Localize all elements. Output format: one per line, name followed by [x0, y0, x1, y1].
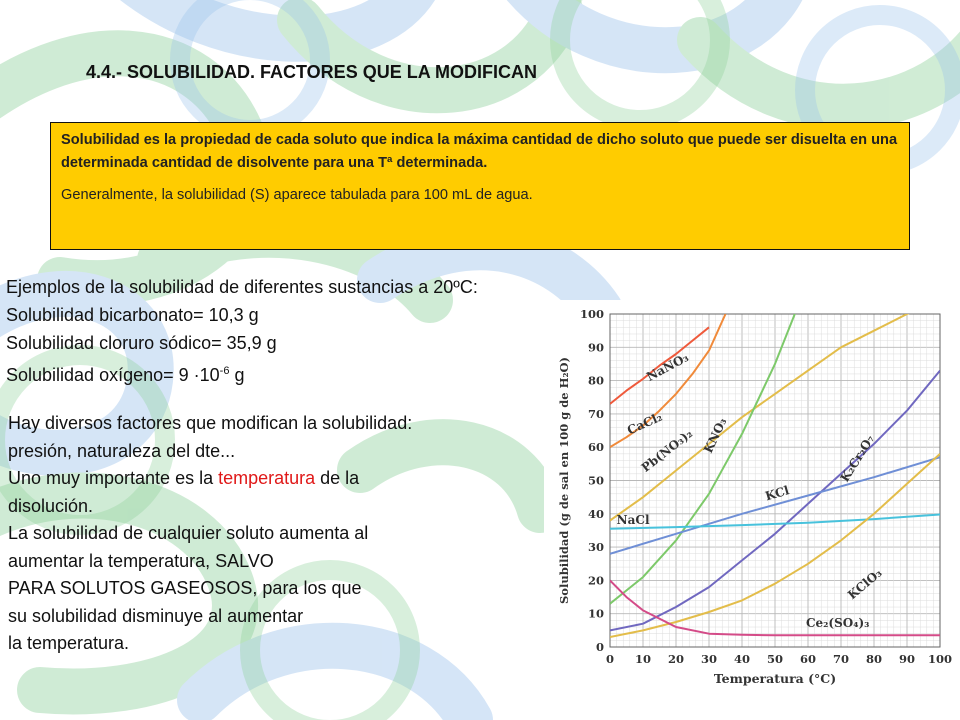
x-tick-label: 100 — [927, 652, 953, 666]
factors-line-1: Hay diversos factores que modifican la solubilidad: — [8, 413, 413, 433]
x-tick-label: 20 — [667, 652, 685, 666]
y-tick-label: 10 — [587, 606, 604, 621]
factors-line-4: disolución. — [8, 495, 94, 516]
x-tick-label: 70 — [832, 652, 850, 666]
x-axis-title: Temperatura (°C) — [713, 671, 837, 686]
solubility-chart-svg — [544, 300, 960, 694]
example-oxigeno-exponent: -6 — [219, 365, 230, 377]
x-tick-label: 80 — [865, 652, 883, 666]
x-tick-label: 10 — [634, 652, 652, 666]
factors-line-3-post: de la — [315, 468, 360, 488]
factors-block — [8, 410, 548, 658]
y-axis-title: Solubilidad (g de sal en 100 g de H₂O) — [557, 357, 571, 604]
factors-line-6: aumentar la temperatura, SALVO — [8, 550, 274, 571]
x-tick-label: 0 — [605, 652, 615, 666]
y-tick-label: 70 — [587, 406, 604, 421]
x-tick-label: 40 — [733, 652, 751, 666]
y-tick-label: 0 — [595, 640, 604, 654]
y-tick-label: 20 — [587, 573, 604, 588]
series-label: Ce₂(SO₄)₃ — [805, 616, 870, 631]
series-label: KCl — [763, 483, 791, 504]
series-label: K₂Cr₂O₇ — [837, 432, 878, 485]
x-tick-label: 90 — [898, 652, 916, 666]
factors-line-9: la temperatura. — [8, 633, 130, 653]
examples-heading: Ejemplos de la solubilidad de diferentes sustancias a 20ºC: — [6, 277, 478, 297]
y-tick-label: 30 — [587, 540, 604, 555]
series-label: NaCl — [616, 512, 650, 527]
temperatura-highlight: temperatura — [218, 468, 316, 488]
example-oxigeno-base: Solubilidad oxígeno= 9 ·10 — [6, 365, 220, 385]
x-tick-label: 60 — [799, 652, 817, 666]
definition-bold-text: Solubilidad es la propiedad de cada soluto que indica la máxima cantidad de dicho soluto que puede ser disuelta en una determinada cantidad de disolvente para una Tª determinada. — [61, 132, 898, 171]
definition-box — [50, 122, 910, 250]
y-tick-label: 100 — [579, 307, 604, 321]
example-oxigeno — [6, 357, 478, 389]
y-tick-label: 50 — [587, 473, 604, 488]
y-tick-label: 60 — [587, 440, 604, 455]
factors-line-3 — [8, 465, 548, 493]
series-label: CaCl₂ — [625, 409, 665, 438]
solubility-chart — [544, 300, 960, 694]
series-label: NaNO₃ — [644, 350, 691, 384]
factors-line-8: su solubilidad disminuye al aumentar — [8, 605, 304, 626]
definition-normal-text: Generalmente, la solubilidad (S) aparece tabulada para 100 mL de agua. — [61, 187, 533, 203]
y-tick-label: 40 — [587, 506, 604, 521]
x-tick-label: 30 — [700, 652, 718, 666]
example-cloruro-sodico: Solubilidad cloruro sódico= 35,9 g — [6, 333, 277, 353]
factors-line-2: presión, naturaleza del dte... — [8, 440, 236, 461]
example-bicarbonato: Solubilidad bicarbonato= 10,3 g — [6, 305, 259, 325]
factors-line-5: La solubilidad de cualquier soluto aumenta al — [8, 523, 369, 543]
series-label: KNO₃ — [701, 415, 730, 456]
y-tick-label: 90 — [587, 340, 604, 355]
factors-line-7: PARA SOLUTOS GASEOSOS, para los que — [8, 578, 362, 598]
series-label: KClO₃ — [845, 565, 885, 603]
y-tick-label: 80 — [587, 373, 604, 388]
series-label: Pb(NO₃)₂ — [638, 426, 696, 475]
factors-line-3-pre: Uno muy importante es la — [8, 468, 219, 488]
x-tick-label: 50 — [766, 652, 784, 666]
slide-title: 4.4.- SOLUBILIDAD. FACTORES QUE LA MODIFICAN — [86, 62, 538, 82]
examples-block — [6, 273, 478, 389]
example-oxigeno-unit: g — [229, 365, 245, 385]
